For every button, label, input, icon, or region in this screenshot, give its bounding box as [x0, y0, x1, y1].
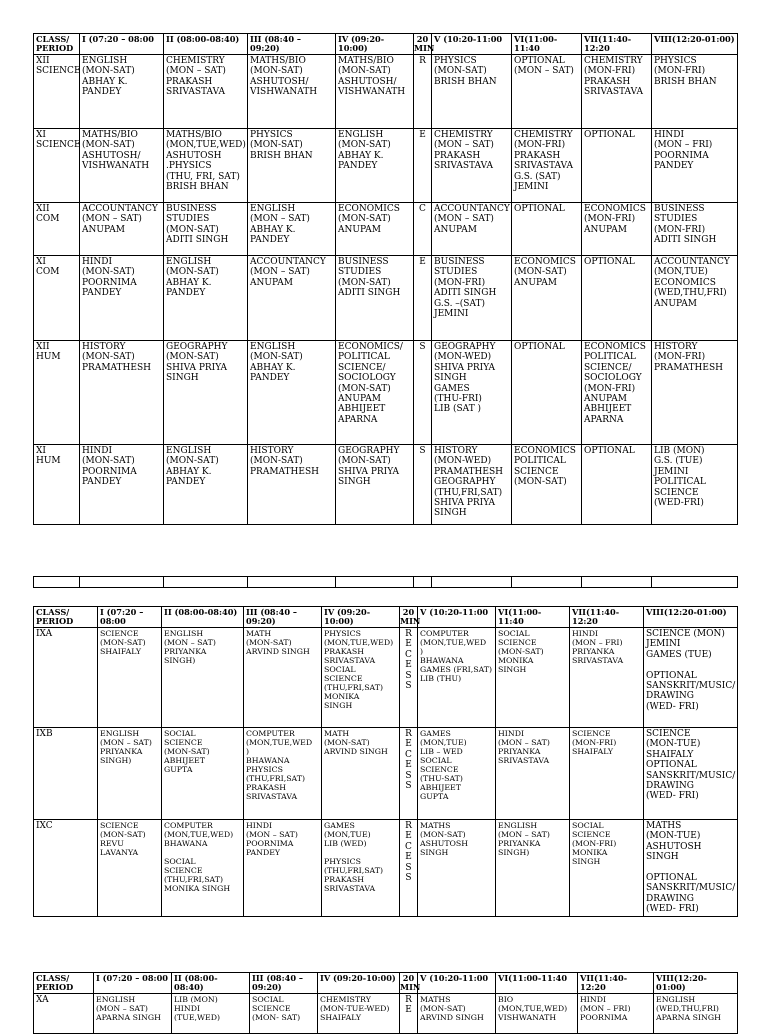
subject-cell: HINDI (MON – SAT) PRIYANKA SRIVASTAVA — [496, 728, 570, 820]
subject-cell: SCIENCE (MON-SAT) SHAIFALY — [98, 628, 162, 728]
subject-cell: CHEMISTRY (MON-TUE-WED) SHAIFALY — [318, 994, 400, 1034]
subject-cell: BUSINESS STUDIES (MON-FRI) ADITI SINGH — [652, 203, 738, 256]
subject-cell: ENGLISH (MON-SAT) ABHAY K. PANDEY — [80, 55, 164, 129]
period-header: IV (09:20-10:00) — [318, 973, 400, 994]
subject-cell: ECONOMICS POLITICAL SCIENCE (MON-SAT) — [512, 445, 582, 525]
period-header: III (08:40 – 09:20) — [250, 973, 318, 994]
empty-cell — [164, 577, 248, 588]
subject-cell: ENGLISH (MON – SAT) PRIYANKA SINGH) — [162, 628, 244, 728]
subject-cell: ACCOUNTANCY (MON – SAT) ANUPAM — [248, 256, 336, 341]
subject-cell: MATHS/BIO (MON-SAT) ASHUTOSH/ VISHWANATH — [248, 55, 336, 129]
recess-letter: C — [414, 203, 432, 256]
subject-cell: HINDI (MON – SAT) POORNIMA PANDEY — [244, 820, 322, 917]
recess-letter: R E C E S S — [400, 628, 418, 728]
timetable-row — [34, 129, 738, 203]
class-period-header: CLASS/ PERIOD — [34, 973, 94, 994]
subject-cell: MATHS/BIO (MON-SAT) ASHUTOSH/ VISHWANATH — [80, 129, 164, 203]
subject-cell: SCIENCE (MON) JEMINI GAMES (TUE) OPTIONAL SANSKRIT/MUSIC/ DRAWING (WED- FRI) — [644, 628, 738, 728]
timetable-row — [34, 55, 738, 129]
subject-cell: ECONOMICS (MON-FRI) ANUPAM — [582, 203, 652, 256]
subject-cell: HINDI (MON – FRI) PRIYANKA SRIVASTAVA — [570, 628, 644, 728]
period-header: II (08:00-08:40) — [172, 973, 250, 994]
recess-letter: R E C E S S — [400, 728, 418, 820]
subject-cell: OPTIONAL — [582, 256, 652, 341]
empty-cell — [582, 577, 652, 588]
subject-cell: CHEMISTRY (MON – SAT) PRAKASH SRIVASTAVA — [432, 129, 512, 203]
subject-cell: BUSINESS STUDIES (MON-SAT) ADITI SINGH — [336, 256, 414, 341]
timetable-row — [34, 256, 738, 341]
recess-letter: E — [414, 256, 432, 341]
subject-cell: ENGLISH (MON – SAT) APARNA SINGH — [94, 994, 172, 1034]
subject-cell: OPTIONAL — [512, 341, 582, 445]
subject-cell: MATHS (MON-SAT) ASHUTOSH SINGH — [418, 820, 496, 917]
subject-cell: ECONOMICS POLITICAL SCIENCE/ SOCIOLOGY (MON-FRI) ANUPAM ABHIJEET APARNA — [582, 341, 652, 445]
period-header: I (07:20 – 08:00 — [94, 973, 172, 994]
class-label: XI COM — [34, 256, 80, 341]
period-header: VII(11:40-12:20 — [570, 607, 644, 628]
subject-cell: LIB (MON) HINDI (TUE,WED) — [172, 994, 250, 1034]
subject-cell: MATHS/BIO (MON,TUE,WED) ASHUTOSH .PHYSICS (THU, FRI, SAT) BRISH BHAN — [164, 129, 248, 203]
subject-cell: GEOGRAPHY (MON-SAT) SHIVA PRIYA SINGH — [336, 445, 414, 525]
class-label: IXB — [34, 728, 98, 820]
period-header: V (10:20-11:00 — [432, 34, 512, 55]
subject-cell: ACCOUNTANCY (MON – SAT) ANUPAM — [80, 203, 164, 256]
timetable-row — [34, 341, 738, 445]
class-label: XI HUM — [34, 445, 80, 525]
class-label: XI SCIENCE — [34, 129, 80, 203]
subject-cell: HISTORY (MON-SAT) PRAMATHESH — [248, 445, 336, 525]
subject-cell: ACCOUNTANCY (MON – SAT) ANUPAM — [432, 203, 512, 256]
subject-cell: ENGLISH (WED,THU,FRI) APARNA SINGH — [654, 994, 738, 1034]
subject-cell: SOCIAL SCIENCE (MON-SAT) MONIKA SINGH — [496, 628, 570, 728]
empty-cell — [652, 577, 738, 588]
subject-cell: GAMES (MON,TUE) LIB – WED SOCIAL SCIENCE (THU-SAT) ABHIJEET GUPTA — [418, 728, 496, 820]
subject-cell: OPTIONAL (MON – SAT) — [512, 55, 582, 129]
subject-cell: SCIENCE (MON-TUE) SHAIFALY OPTIONAL SANSKRIT/MUSIC/ DRAWING (WED- FRI) — [644, 728, 738, 820]
class-label: IXA — [34, 628, 98, 728]
subject-cell: HINDI (MON-SAT) POORNIMA PANDEY — [80, 445, 164, 525]
period-header: VIII(12:20-01:00) — [644, 607, 738, 628]
class-period-header: CLASS/ PERIOD — [34, 34, 80, 55]
subject-cell: MATH (MON-SAT) ARVIND SINGH — [322, 728, 400, 820]
subject-cell: CHEMISTRY (MON-FRI) PRAKASH SRIVASTAVA G.S. (SAT) JEMINI — [512, 129, 582, 203]
subject-cell: OPTIONAL — [512, 203, 582, 256]
empty-cell — [248, 577, 336, 588]
subject-cell: ENGLISH (MON – SAT) PRIYANKA SINGH) — [98, 728, 162, 820]
period-header: IV (09:20-10:00) — [322, 607, 400, 628]
subject-cell: BIO (MON,TUE,WED) VISHWANATH — [496, 994, 578, 1034]
break-duration-header: 20 MIN — [400, 973, 421, 992]
period-header: I (07:20 – 08:00 — [80, 34, 164, 55]
header-row — [34, 607, 738, 628]
period-header: VI(11:00-11:40 — [496, 973, 578, 994]
period-header: I (07:20 – 08:00 — [98, 607, 162, 628]
subject-cell: COMPUTER (MON,TUE,WED ) BHAWANA PHYSICS (THU,FRI,SAT) PRAKASH SRIVASTAVA — [244, 728, 322, 820]
class-label: XII HUM — [34, 341, 80, 445]
subject-cell: COMPUTER (MON,TUE,WED) BHAWANA SOCIAL SCIENCE (THU,FRI,SAT) MONIKA SINGH — [162, 820, 244, 917]
period-header: III (08:40 – 09:20) — [244, 607, 322, 628]
subject-cell: HINDI (MON – FRI) POORNIMA PANDEY — [652, 129, 738, 203]
subject-cell: MATHS (MON-SAT) ARVIND SINGH — [418, 994, 496, 1034]
subject-cell: CHEMISTRY (MON – SAT) PRAKASH SRIVASTAVA — [164, 55, 248, 129]
subject-cell: PHYSICS (MON-SAT) BRISH BHAN — [248, 129, 336, 203]
period-header: II (08:00-08:40) — [164, 34, 248, 55]
subject-cell: LIB (MON) G.S. (TUE) JEMINI POLITICAL SCIENCE (WED-FRI) — [652, 445, 738, 525]
period-header: VI(11:00-11:40 — [512, 34, 582, 55]
empty-row-table — [33, 576, 738, 588]
recess-letter: R E C E S S — [400, 820, 418, 917]
timetable-row — [34, 994, 738, 1034]
class-label: IXC — [34, 820, 98, 917]
empty-cell — [414, 577, 432, 588]
period-header: VII(11:40-12:20 — [578, 973, 654, 994]
period-header: VIII(12:20-01:00) — [654, 973, 738, 994]
period-header: IV (09:20-10:00) — [336, 34, 414, 55]
class-label: XII COM — [34, 203, 80, 256]
subject-cell: HISTORY (MON-FRI) PRAMATHESH — [652, 341, 738, 445]
break-duration-header: 20 MIN — [400, 607, 421, 626]
empty-cell — [512, 577, 582, 588]
subject-cell: HINDI (MON-SAT) POORNIMA PANDEY — [80, 256, 164, 341]
subject-cell: BUSINESS STUDIES (MON-SAT) ADITI SINGH — [164, 203, 248, 256]
break-duration-header: 20 MIN — [414, 34, 435, 53]
subject-cell: OPTIONAL — [582, 129, 652, 203]
subject-cell: SCIENCE (MON-SAT) REVU LAVANYA — [98, 820, 162, 917]
recess-letter: E — [414, 129, 432, 203]
period-header: II (08:00-08:40) — [162, 607, 244, 628]
subject-cell: ACCOUNTANCY (MON,TUE) ECONOMICS (WED,THU,FRI) ANUPAM — [652, 256, 738, 341]
subject-cell: OPTIONAL — [582, 445, 652, 525]
subject-cell: SOCIAL SCIENCE (MON-FRI) MONIKA SINGH — [570, 820, 644, 917]
empty-row — [34, 577, 738, 588]
recess-letter: S — [414, 445, 432, 525]
subject-cell: ECONOMICS/ POLITICAL SCIENCE/ SOCIOLOGY (MON-SAT) ANUPAM ABHIJEET APARNA — [336, 341, 414, 445]
subject-cell: SOCIAL SCIENCE (MON-SAT) ABHIJEET GUPTA — [162, 728, 244, 820]
period-header: V (10:20-11:00 — [418, 973, 496, 994]
period-header: V (10:20-11:00 — [418, 607, 496, 628]
class-x-timetable — [33, 972, 738, 1034]
class-label: XA — [34, 994, 94, 1034]
subject-cell: COMPUTER (MON,TUE,WED ) BHAWANA GAMES (FRI,SAT) LIB (THU) — [418, 628, 496, 728]
empty-cell — [336, 577, 414, 588]
subject-cell: ENGLISH (MON – SAT) PRIYANKA SINGH) — [496, 820, 570, 917]
subject-cell: MATH (MON-SAT) ARVIND SINGH — [244, 628, 322, 728]
timetable-row — [34, 203, 738, 256]
subject-cell: PHYSICS (MON,TUE,WED) PRAKASH SRIVASTAVA SOCIAL SCIENCE (THU,FRI,SAT) MONIKA SINGH — [322, 628, 400, 728]
timetable-row — [34, 628, 738, 728]
subject-cell: HISTORY (MON-SAT) PRAMATHESH — [80, 341, 164, 445]
subject-cell: HISTORY (MON-WED) PRAMATHESH GEOGRAPHY (THU,FRI,SAT) SHIVA PRIYA SINGH — [432, 445, 512, 525]
subject-cell: GEOGRAPHY (MON-WED) SHIVA PRIYA SINGH GAMES (THU-FRI) LIB (SAT ) — [432, 341, 512, 445]
subject-cell: ENGLISH (MON – SAT) ABHAY K. PANDEY — [248, 203, 336, 256]
empty-cell — [80, 577, 164, 588]
class-period-header: CLASS/ PERIOD — [34, 607, 98, 628]
subject-cell: HINDI (MON – FRI) POORNIMA — [578, 994, 654, 1034]
period-header: III (08:40 – 09:20) — [248, 34, 336, 55]
period-header: VIII(12:20-01:00) — [652, 34, 738, 55]
subject-cell: ENGLISH (MON-SAT) ABHAY K. PANDEY — [164, 256, 248, 341]
header-row — [34, 34, 738, 55]
timetable-row — [34, 445, 738, 525]
recess-letter: R E — [400, 994, 418, 1034]
subject-cell: GAMES (MON,TUE) LIB (WED) PHYSICS (THU,FRI,SAT) PRAKASH SRIVASTAVA — [322, 820, 400, 917]
period-header: VI(11:00-11:40 — [496, 607, 570, 628]
subject-cell: ENGLISH (MON-SAT) ABHAY K. PANDEY — [248, 341, 336, 445]
subject-cell: ECONOMICS (MON-SAT) ANUPAM — [512, 256, 582, 341]
subject-cell: PHYSICS (MON-FRI) BRISH BHAN — [652, 55, 738, 129]
senior-timetable — [33, 33, 738, 525]
recess-letter: S — [414, 341, 432, 445]
class-label: XII SCIENCE — [34, 55, 80, 129]
subject-cell: ECONOMICS (MON-SAT) ANUPAM — [336, 203, 414, 256]
class-ix-timetable — [33, 606, 738, 917]
subject-cell: ENGLISH (MON-SAT) ABHAY K. PANDEY — [164, 445, 248, 525]
subject-cell: SOCIAL SCIENCE (MON- SAT) — [250, 994, 318, 1034]
subject-cell: SCIENCE (MON-FRI) SHAIFALY — [570, 728, 644, 820]
subject-cell: BUSINESS STUDIES (MON-FRI) ADITI SINGH G.S. –(SAT) JEMINI — [432, 256, 512, 341]
subject-cell: CHEMISTRY (MON-FRI) PRAKASH SRIVASTAVA — [582, 55, 652, 129]
timetable-row — [34, 820, 738, 917]
timetable-row — [34, 728, 738, 820]
empty-cell — [432, 577, 512, 588]
header-row — [34, 973, 738, 994]
subject-cell: PHYSICS (MON-SAT) BRISH BHAN — [432, 55, 512, 129]
subject-cell: MATHS (MON-TUE) ASHUTOSH SINGH OPTIONAL SANSKRIT/MUSIC/ DRAWING (WED- FRI) — [644, 820, 738, 917]
empty-cell — [34, 577, 80, 588]
subject-cell: GEOGRAPHY (MON-SAT) SHIVA PRIYA SINGH — [164, 341, 248, 445]
subject-cell: MATHS/BIO (MON-SAT) ASHUTOSH/ VISHWANATH — [336, 55, 414, 129]
recess-letter: R — [414, 55, 432, 129]
period-header: VII(11:40-12:20 — [582, 34, 652, 55]
subject-cell: ENGLISH (MON-SAT) ABHAY K. PANDEY — [336, 129, 414, 203]
